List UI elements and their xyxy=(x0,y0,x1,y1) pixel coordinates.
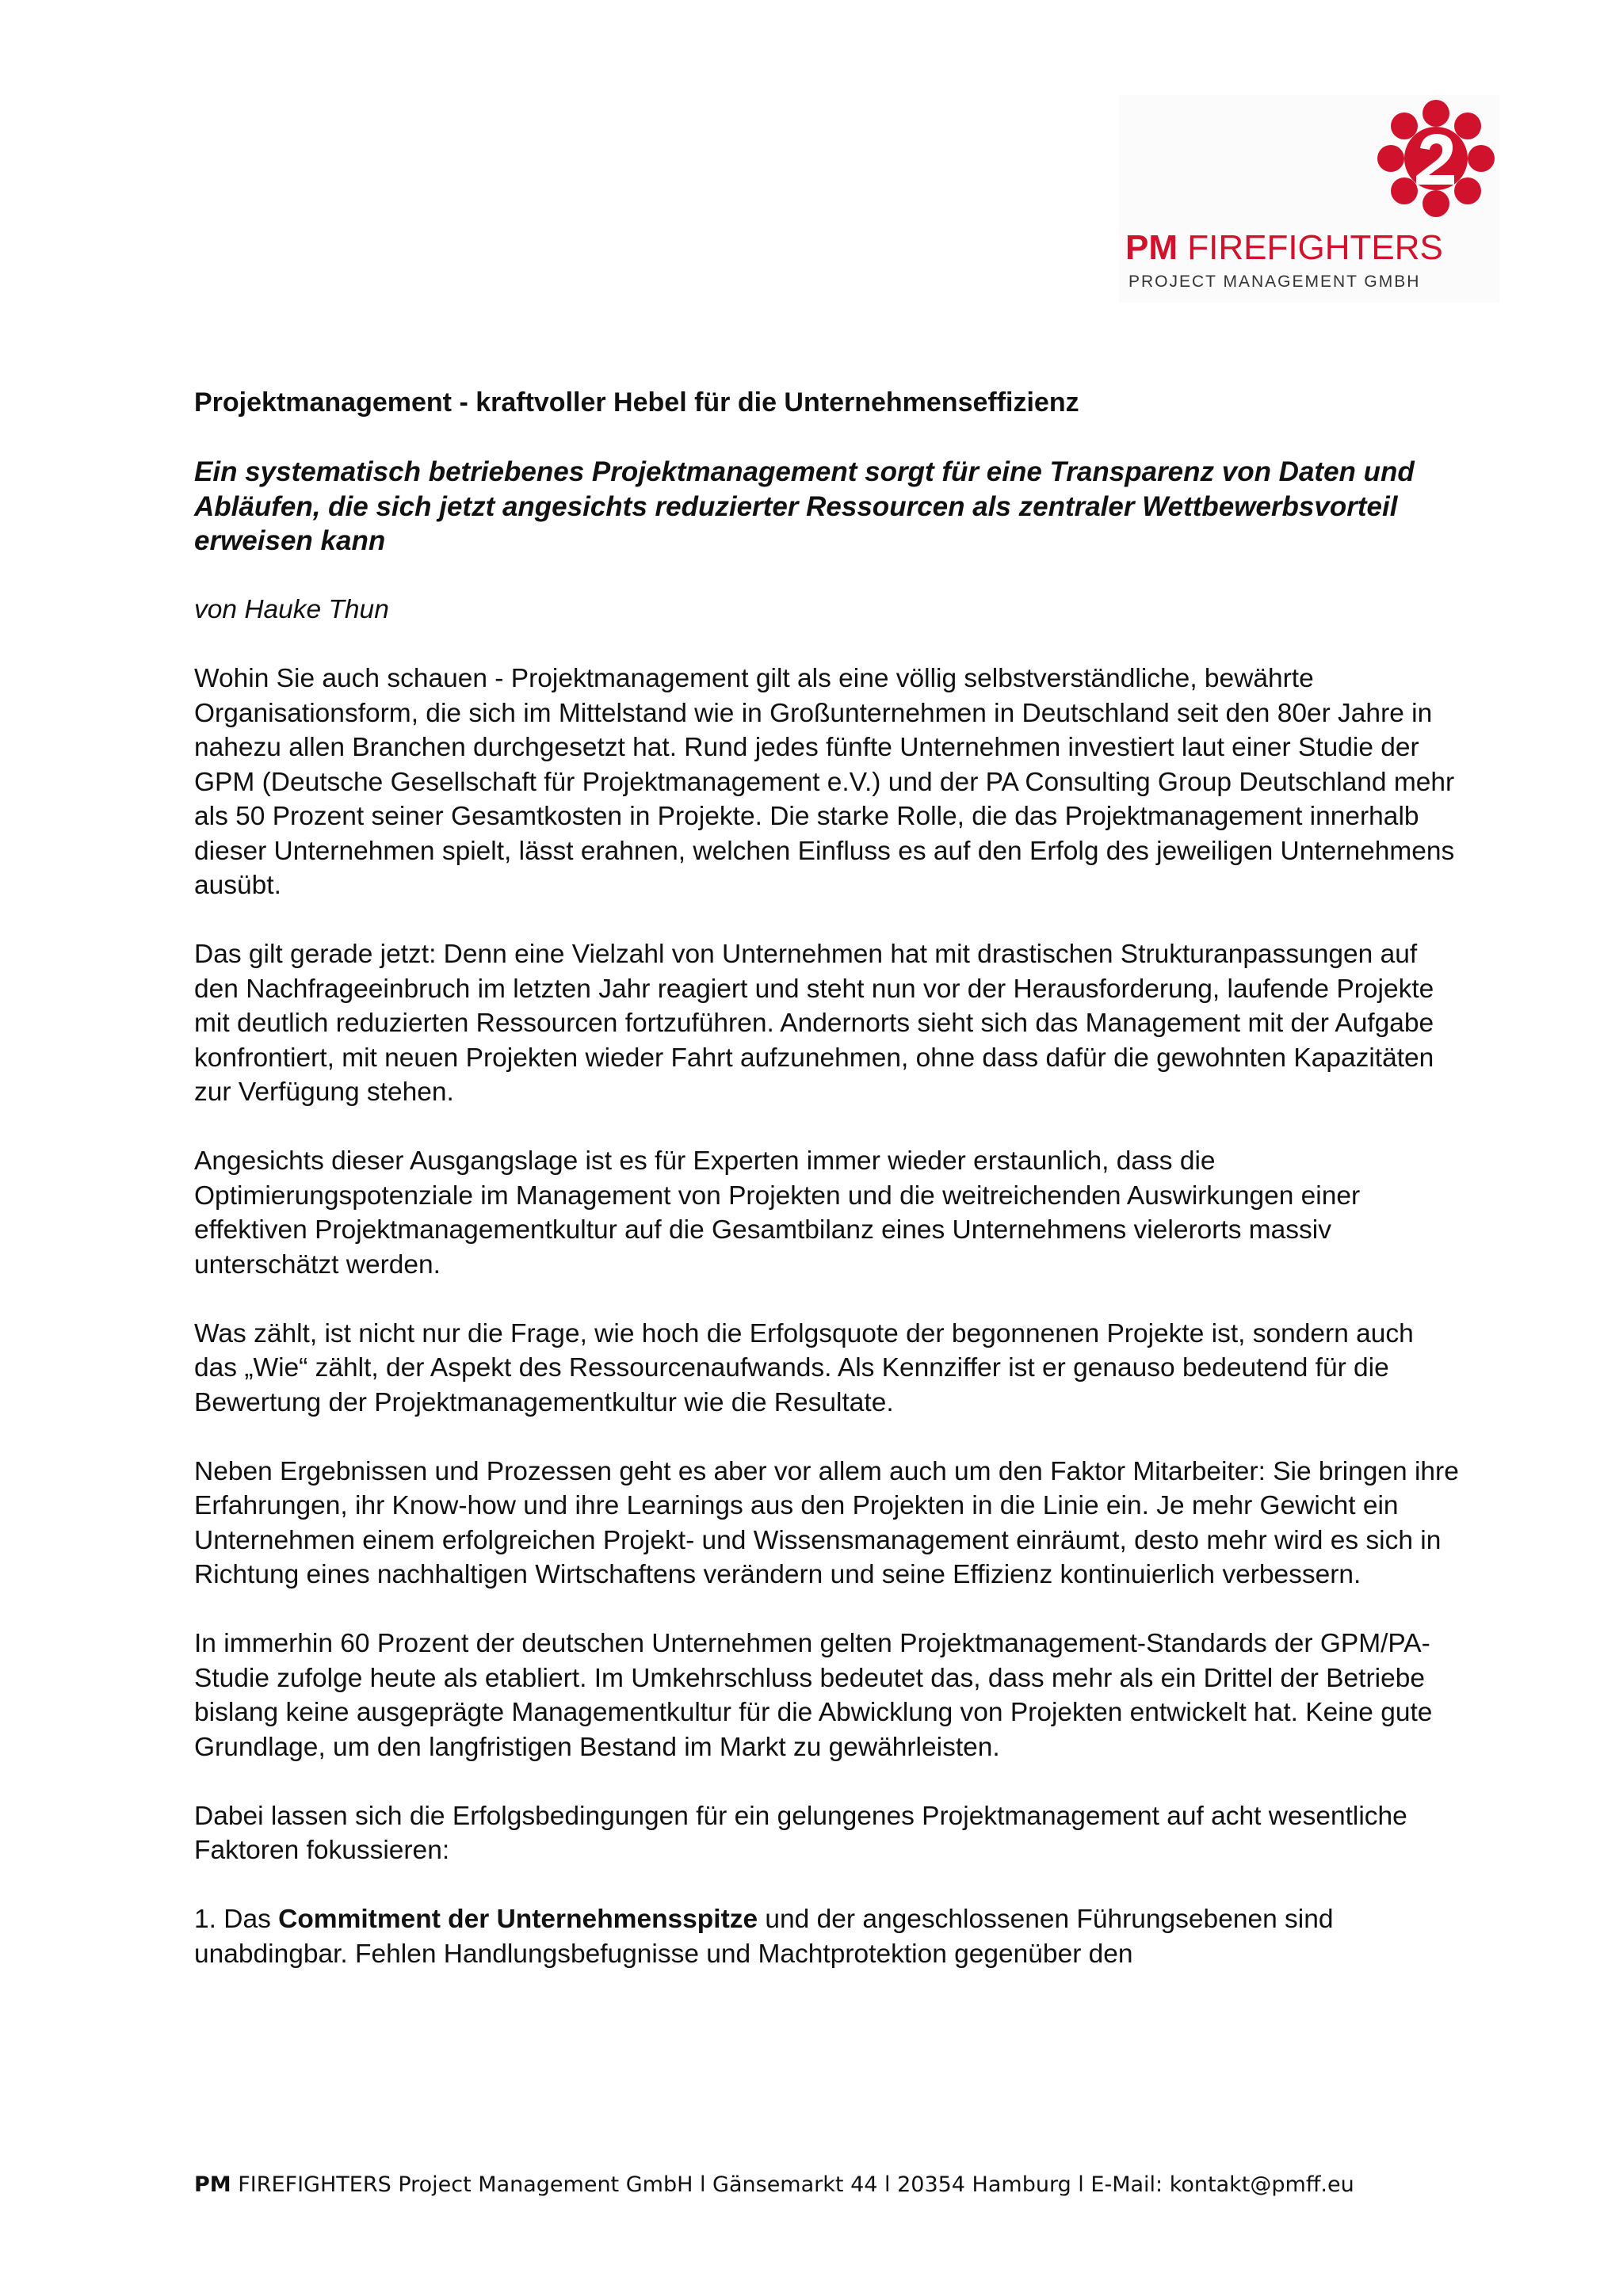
logo-subtitle: PROJECT MANAGEMENT GMBH xyxy=(1128,273,1421,291)
article-lead: Ein systematisch betriebenes Projektmanagement sorgt für eine Transparenz von Daten und Abläufen, die sich jetzt angesichts reduzierter Ressourcen als zentraler Wettbewerbsvorteil erweisen kann xyxy=(194,456,1415,556)
company-logo xyxy=(1119,95,1499,303)
paragraph-3: Angesichts dieser Ausgangslage ist es für Experten immer wieder erstaunlich, dass die Optimierungspotenziale im Management von Projekten und die weitreichenden Auswirkungen einer effektiven Projektmanagementkultur auf die Gesamtbilanz eines Unternehmens vielerorts massiv unterschätzt werden. xyxy=(194,1146,1361,1280)
paragraph-2: Das gilt gerade jetzt: Denn eine Vielzahl von Unternehmen hat mit drastischen Strukturanpassungen auf den Nachfrageeinbruch im letzten Jahr reagiert und steht nun vor der Herausforderung, laufende Projekte mit deutlich reduzierten Ressourcen fortzuführen. Andernorts sieht sich das Management mit der Aufgabe konfrontiert, mit neuen Projekten wieder Fahrt aufzunehmen, ohne dass dafür die gewohnten Kapazitäten zur Verfügung stehen. xyxy=(194,940,1434,1107)
article-title: Projektmanagement - kraftvoller Hebel für die Unternehmenseffizienz xyxy=(194,387,1079,418)
list-item-1: 1. Das Commitment der Unternehmensspitze und der angeschlossenen Führungsebenen sind unabdingbar. Fehlen Handlungsbefugnisse und Machtprotektion gegenüber den xyxy=(194,1905,1334,1969)
paragraph-7: Dabei lassen sich die Erfolgsbedingungen für ein gelungenes Projektmanagement auf acht wesentliche Faktoren fokussieren: xyxy=(194,1801,1407,1865)
article-byline: von Hauke Thun xyxy=(194,595,389,624)
paragraph-5: Neben Ergebnissen und Prozessen geht es aber vor allem auch um den Faktor Mitarbeiter: Sie bringen ihre Erfahrungen, ihr Know-how und ihre Learnings aus den Projekten in die Linie ein. Je mehr Gewicht ein Unternehmen einem erfolgreichen Projekt- und Wissensmanagement einräumt, desto mehr wird es sich in Richtung eines nachhaltigen Wirtschaftens verändern und seine Effizienz kontinuierlich verbessern. xyxy=(194,1456,1459,1589)
paragraph-6: In immerhin 60 Prozent der deutschen Unternehmen gelten Projektmanagement-Standards der GPM/PA-Studie zufolge heute als etabliert. Im Umkehrschluss bedeutet das, dass mehr als ein Drittel der Betriebe bislang keine ausgeprägte Managementkultur für die Abwicklung von Projekten entwickelt hat. Keine gute Grundlage, um den langfristigen Bestand im Markt zu gewährleisten. xyxy=(194,1629,1433,1762)
flower-2-icon xyxy=(1377,99,1495,218)
page-footer: PM FIREFIGHTERS Project Management GmbH l Gänsemarkt 44 l 20354 Hamburg l E-Mail: kontakt@pmff.eu xyxy=(194,2172,1354,2197)
logo-brand: PM FIREFIGHTERS xyxy=(1125,228,1443,267)
article-body xyxy=(194,386,1462,2006)
paragraph-4: Was zählt, ist nicht nur die Frage, wie hoch die Erfolgsquote der begonnenen Projekte ist, sondern auch das „Wie“ zählt, der Aspekt des Ressourcenaufwands. Als Kennziffer ist er genauso bedeutend für die Bewertung der Projektmanagementkultur wie die Resultate. xyxy=(194,1318,1414,1417)
paragraph-1: Wohin Sie auch schauen - Projektmanagement gilt als eine völlig selbstverständliche, bewährte Organisationsform, die sich im Mittelstand wie in Großunternehmen in Deutschland seit den 80er Jahre in nahezu allen Branchen durchgesetzt hat. Rund jedes fünfte Unternehmen investiert laut einer Studie der GPM (Deutsche Gesellschaft für Projektmanagement e.V.) und der PA Consulting Group Deutschland mehr als 50 Prozent seiner Gesamtkosten in Projekte. Die starke Rolle, die das Projektmanagement innerhalb dieser Unternehmen spielt, lässt erahnen, welchen Einfluss es auf den Erfolg des jeweiligen Unternehmens ausübt. xyxy=(194,664,1455,900)
